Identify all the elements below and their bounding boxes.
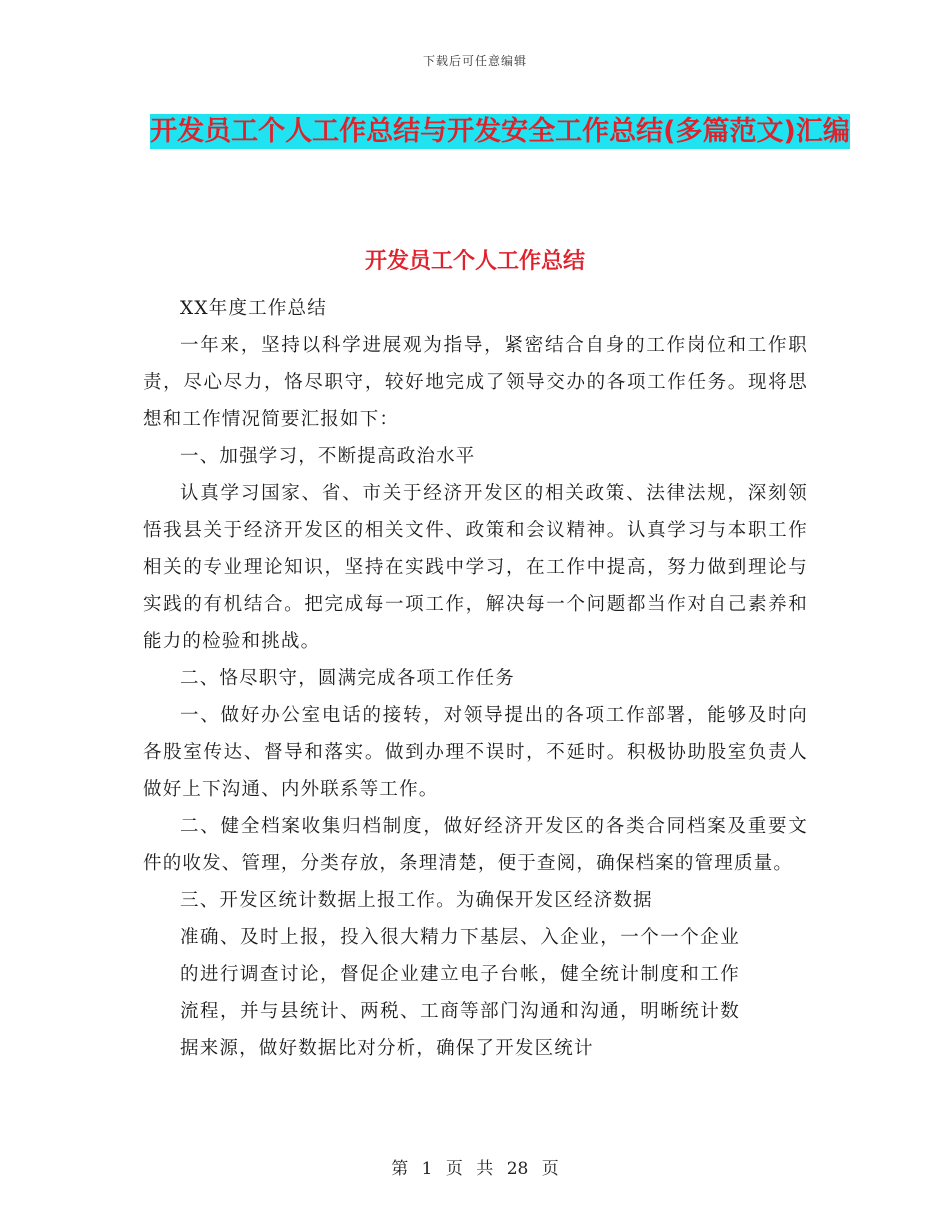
section-title: 开发员工个人工作总结 [364,249,585,274]
paragraph: 认真学习国家、省、市关于经济开发区的相关政策、法律法规，深刻领悟我县关于经济开发区的相关文件、政策和会议精神。认真学习与本职工作相关的专业理论知识，坚持在实践中学习，在工作中提高，努力做到理论与实践的有机结合。把完成每一项工作，解决每一个问题都当作对自己素养和能力的检验和挑战。 [143,483,808,652]
paragraph: 一、做好办公室电话的接转，对领导提出的各项工作部署，能够及时向各股室传达、督导和落实。做到办理不误时，不延时。积极协助股室负责人做好上下沟通、内外联系等工作。 [143,705,808,800]
paragraph: 一、加强学习，不断提高政治水平 [180,446,476,467]
paragraph-block: 准确、及时上报，投入很大精力下基层、入企业，一个一个企业的进行调查讨论，督促企业建立电子台帐，健全统计制度和工作流程，并与县统计、两税、工商等部门沟通和沟通，明晰统计数据来源，做好数据比对分析，确保了开发区统计 [180,927,740,1059]
page-footer: 第 1 页 共 28 页 [391,1159,559,1179]
header-note: 下载后可任意编辑 [422,54,527,68]
body-text [143,290,808,1067]
main-title-text: 开发员工个人工作总结与开发安全工作总结(多篇范文)汇编 [150,116,850,147]
main-title [140,110,860,154]
paragraph: 一年来，坚持以科学进展观为指导，紧密结合自身的工作岗位和工作职责，尽心尽力，恪尽职守，较好地完成了领导交办的各项工作任务。现将思想和工作情况简要汇报如下： [143,335,808,430]
paragraph: XX年度工作总结 [180,298,327,319]
paragraph: 二、健全档案收集归档制度，做好经济开发区的各类合同档案及重要文件的收发、管理，分类存放，条理清楚，便于查阅，确保档案的管理质量。 [143,816,808,874]
paragraph: 三、开发区统计数据上报工作。为确保开发区经济数据 [180,890,653,911]
paragraph: 二、恪尽职守，圆满完成各项工作任务 [180,668,515,689]
